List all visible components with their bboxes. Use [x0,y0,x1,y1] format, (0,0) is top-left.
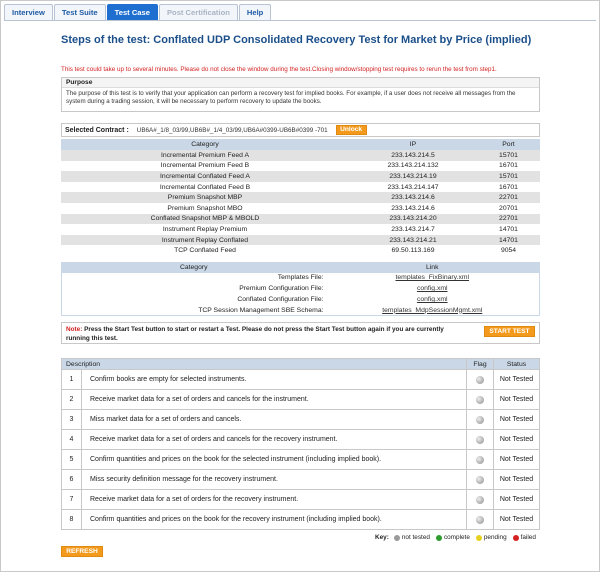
feed-ip: 233.143.214.6 [349,192,477,203]
tab-bar [4,4,271,21]
status-dot-icon [476,436,484,444]
test-step-row [62,410,540,430]
selected-contract-value: UB6A#_1/8_03/99,UB6B#_1/4_03/99,UB6A#0399-UB6B#0399 -701 [136,126,328,134]
unlock-button[interactable]: Unlock [336,125,367,135]
link-cell [326,273,540,284]
key-item-label: not tested [401,534,430,541]
feed-ip: 233.143.214.20 [349,214,477,225]
feed-port: 22701 [477,214,540,225]
feed-row [61,182,540,193]
feed-port: 14701 [477,224,540,235]
tests-header-description: Description [62,359,467,370]
feed-ip: 233.143.214.21 [349,235,477,246]
step-number: 7 [62,490,82,510]
link-cell [326,294,540,305]
step-status: Not Tested [494,410,540,430]
feed-port: 16701 [477,182,540,193]
test-step-row [62,490,540,510]
link-row [62,294,540,305]
note-body: Press the Start Test button to start or restart a Test. Please do not press the Start Test button again if you are currently running this test. [66,326,444,342]
feed-port: 15701 [477,150,540,161]
file-link[interactable]: config.xml [416,295,448,303]
feed-category: Instrument Replay Premium [61,224,349,235]
feed-port: 20701 [477,203,540,214]
step-description: Receive market data for a set of orders for the recovery instrument. [82,490,467,510]
feed-category: TCP Conflated Feed [61,245,349,256]
tests-header-flag: Flag [467,359,494,370]
test-step-row [62,370,540,390]
feed-port: 22701 [477,192,540,203]
step-flag [467,470,494,490]
test-step-row [62,470,540,490]
feed-port: 9054 [477,245,540,256]
step-description: Miss security definition message for the recovery instrument. [82,470,467,490]
purpose-box [61,77,540,112]
step-flag [467,370,494,390]
feed-category: Conflated Snapshot MBP & MBOLD [61,214,349,225]
tab-test-case[interactable]: Test Case [107,4,158,21]
key-item [394,534,430,541]
step-description: Receive market data for a set of orders and cancels for the recovery instrument. [82,430,467,450]
step-number: 3 [62,410,82,430]
purpose-text: The purpose of this test is to verify that your application can perform a recovery test for implied books. For example, if a user does not receive all messages from the system during a trading session, it will be necessary to perform recovery to update the books. [66,90,516,105]
link-category: Conflated Configuration File: [237,295,324,303]
step-flag [467,490,494,510]
links-table [61,262,540,316]
test-step-row [62,450,540,470]
step-number: 4 [62,430,82,450]
feed-row [61,245,540,256]
link-row [62,283,540,294]
status-dot-icon [476,456,484,464]
link-row [62,273,540,284]
tab-help[interactable]: Help [239,4,271,21]
step-description: Miss market data for a set of orders and cancels. [82,410,467,430]
key-item [513,534,536,541]
tab-interview[interactable]: Interview [4,4,53,21]
step-status: Not Tested [494,370,540,390]
test-step-row [62,510,540,530]
step-status: Not Tested [494,490,540,510]
step-description: Receive market data for a set of orders and cancels for the instrument. [82,390,467,410]
status-dot-icon [476,416,484,424]
feed-row [61,214,540,225]
step-flag [467,450,494,470]
feed-category: Incremental Premium Feed A [61,150,349,161]
feed-category: Premium Snapshot MBP [61,192,349,203]
status-dot-icon [476,476,484,484]
feed-port: 14701 [477,235,540,246]
feed-category: Incremental Conflated Feed B [61,182,349,193]
step-flag [467,510,494,530]
key-item [436,534,470,541]
feeds-table [61,139,540,256]
page-title: Steps of the test: Conflated UDP Consolidated Recovery Test for Market by Price (implied) [61,34,532,46]
warning-message: This test could take up to several minutes. Please do not close the window during the test.Closing window/stopping test requires to rerun the test from step1. [61,66,497,73]
feed-category: Incremental Conflated Feed A [61,171,349,182]
tab-test-suite[interactable]: Test Suite [54,4,106,21]
feed-ip: 233.143.214.6 [349,203,477,214]
file-link[interactable]: templates_MdpSessionMgmt.xml [382,306,483,314]
feed-row [61,161,540,172]
link-category: TCP Session Management SBE Schema: [198,306,324,314]
links-body [62,273,540,316]
feed-ip: 233.143.214.132 [349,161,477,172]
step-flag [467,410,494,430]
step-status: Not Tested [494,450,540,470]
test-step-row [62,390,540,410]
feed-port: 15701 [477,171,540,182]
feed-row [61,235,540,246]
feed-ip: 233.143.214.19 [349,171,477,182]
key-item-label: pending [483,534,507,541]
feeds-header-category: Category [61,139,349,150]
key-dot-icon [476,535,482,541]
step-number: 6 [62,470,82,490]
status-dot-icon [476,496,484,504]
status-dot-icon [476,376,484,384]
feed-port: 16701 [477,161,540,172]
step-description: Confirm books are empty for selected instruments. [82,370,467,390]
selected-contract-label: Selected Contract : [65,126,129,134]
key-dot-icon [394,535,400,541]
key-item [476,534,507,541]
links-header-row [62,263,540,273]
links-header-link: Link [326,263,540,273]
tab-post-certification: Post Certification [159,4,238,21]
step-number: 8 [62,510,82,530]
feed-row [61,171,540,182]
feed-row [61,224,540,235]
selected-contract-bar [61,123,540,137]
note-box [61,322,540,344]
status-key [375,534,539,541]
feed-row [61,203,540,214]
key-dot-icon [513,535,519,541]
note-label: Note: [66,326,83,333]
link-category: Templates File: [277,274,324,282]
tests-header-status: Status [494,359,540,370]
step-flag [467,430,494,450]
step-status: Not Tested [494,390,540,410]
feed-category: Incremental Premium Feed B [61,161,349,172]
link-category: Premium Configuration File: [239,285,324,293]
step-status: Not Tested [494,430,540,450]
links-header-category: Category [62,263,326,273]
step-status: Not Tested [494,510,540,530]
key-item-label: failed [520,534,536,541]
step-number: 5 [62,450,82,470]
key-item-label: complete [443,534,470,541]
feed-category: Premium Snapshot MBO [61,203,349,214]
link-cell [326,283,540,294]
step-description: Confirm quantities and prices on the book for the recovery instrument (including implied book). [82,510,467,530]
feed-ip: 233.143.214.5 [349,150,477,161]
note-text [66,325,466,343]
tests-header-row [62,359,540,370]
feed-row [61,192,540,203]
link-row [62,305,540,316]
tab-divider [4,20,596,21]
feed-ip: 233.143.214.147 [349,182,477,193]
step-description: Confirm quantities and prices on the book for the selected instrument (including implied book). [82,450,467,470]
test-steps-table [61,358,540,530]
step-number: 2 [62,390,82,410]
feeds-header-ip: IP [349,139,477,150]
key-dot-icon [436,535,442,541]
status-dot-icon [476,516,484,524]
status-dot-icon [476,396,484,404]
feed-row [61,150,540,161]
step-flag [467,390,494,410]
link-cell [326,305,540,316]
feeds-header-port: Port [477,139,540,150]
feeds-header-row [61,139,540,150]
feed-category: Instrument Replay Conflated [61,235,349,246]
test-step-row [62,430,540,450]
tests-body [62,370,540,530]
start-test-button[interactable]: START TEST [484,326,535,337]
purpose-heading: Purpose [62,78,539,88]
feed-ip: 69.50.113.169 [349,245,477,256]
feed-ip: 233.143.214.7 [349,224,477,235]
key-label: Key: [375,534,389,541]
refresh-button[interactable]: REFRESH [61,546,103,557]
feeds-body [61,150,540,256]
file-link[interactable]: templates_FixBinary.xml [395,274,470,282]
step-number: 1 [62,370,82,390]
step-status: Not Tested [494,470,540,490]
file-link[interactable]: config.xml [416,285,448,293]
